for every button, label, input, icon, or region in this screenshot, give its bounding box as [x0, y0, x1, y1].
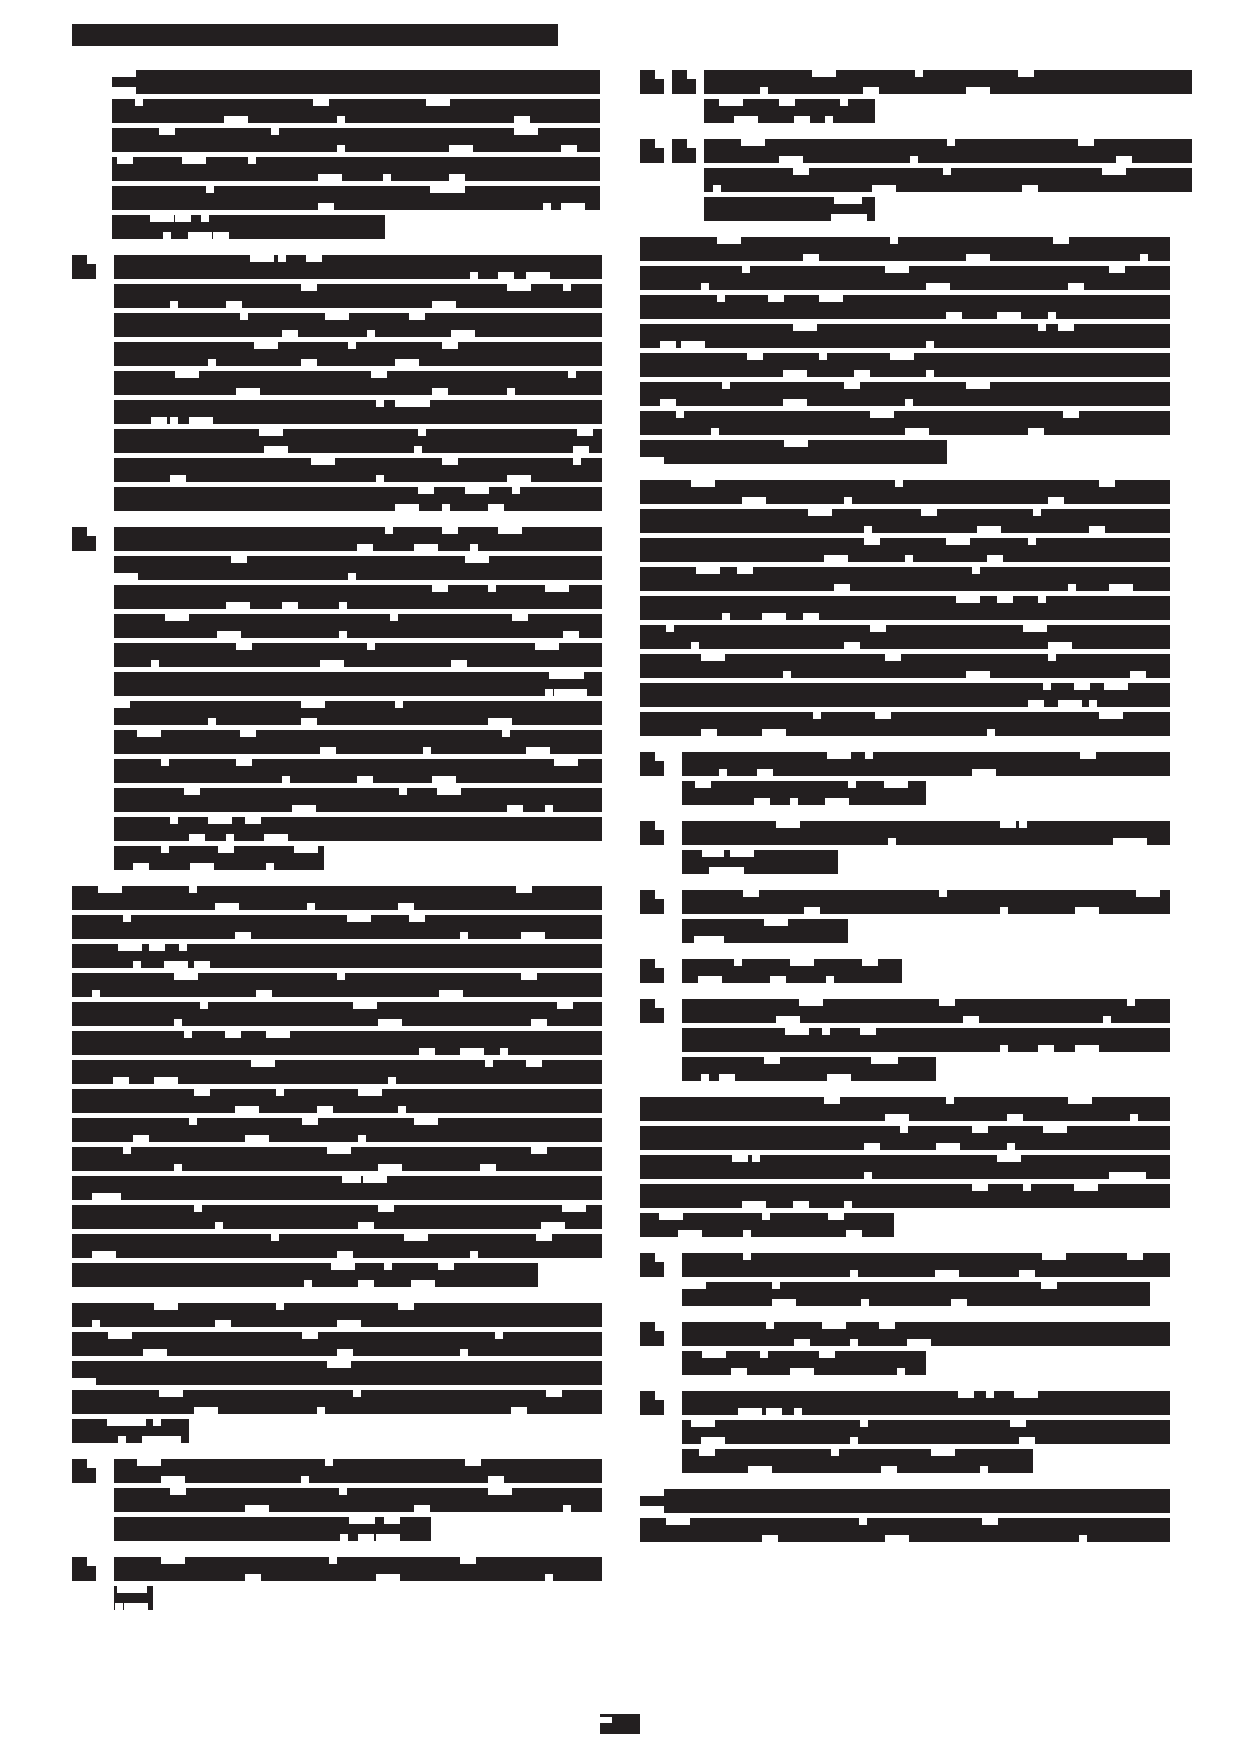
redacted-text-line: [114, 342, 602, 366]
page-number: [600, 1714, 640, 1734]
redacted-text-line: [72, 1147, 602, 1171]
list-item: [72, 1459, 602, 1541]
list-marker: [640, 999, 664, 1023]
list-item: [640, 999, 1170, 1081]
redacted-text-line: [682, 752, 1170, 776]
redacted-text-line: [114, 556, 602, 580]
redacted-text-line: [72, 1361, 602, 1385]
redacted-text-line: [72, 1118, 602, 1142]
list-item: [72, 255, 602, 511]
redacted-text-line: [640, 1155, 1170, 1179]
redacted-text-line: [114, 1488, 602, 1512]
list-marker: [640, 1253, 664, 1277]
redacted-text-line: [640, 1184, 1170, 1208]
redacted-text-line: [682, 1449, 1033, 1473]
list-item: [640, 1253, 1170, 1306]
paragraph: [72, 886, 602, 1287]
redacted-text-line: [640, 1126, 1170, 1150]
list-marker: [72, 1557, 96, 1581]
redacted-text-line: [114, 458, 602, 482]
list-marker: [72, 1459, 96, 1483]
redacted-text-line: [114, 643, 602, 667]
list-item: [640, 959, 1170, 983]
left-column: [72, 70, 602, 1626]
redacted-text-line: [72, 1002, 602, 1026]
redacted-text-line: [114, 1586, 153, 1610]
redacted-text-line: [682, 1391, 1170, 1415]
redacted-text-line: [72, 886, 602, 910]
redacted-text-line: [682, 850, 838, 874]
redacted-text-line: [114, 527, 602, 551]
redacted-text-line: [114, 817, 602, 841]
redacted-text-line: [114, 255, 602, 279]
redacted-text-line: [72, 1089, 602, 1113]
paragraph: [640, 480, 1170, 736]
list-continuation: [112, 70, 602, 239]
redacted-text-line: [72, 1303, 602, 1327]
redacted-text-line: [640, 712, 1170, 736]
redacted-text-line: [114, 1557, 602, 1581]
redacted-text-line: [640, 683, 1170, 707]
redacted-text-line: [640, 411, 1170, 435]
redacted-text-line: [114, 400, 602, 424]
redacted-text-line: [72, 1060, 602, 1084]
redacted-text-line: [114, 846, 324, 870]
redacted-text-line: [112, 70, 600, 94]
list-marker: [640, 70, 664, 94]
redacted-text-line: [682, 1351, 926, 1375]
redacted-text-line: [114, 788, 602, 812]
redacted-text-line: [640, 353, 1170, 377]
redacted-text-line: [640, 480, 1170, 504]
list-marker: [640, 1322, 664, 1346]
list-item: [640, 890, 1170, 943]
redacted-text-line: [640, 1213, 894, 1237]
list-marker: [640, 139, 664, 163]
redacted-text-line: [640, 1489, 1170, 1513]
redacted-text-line: [704, 99, 875, 123]
redacted-text-line: [682, 919, 848, 943]
redacted-text-line: [682, 821, 1170, 845]
redacted-text-line: [640, 382, 1170, 406]
list-item: [72, 527, 602, 870]
redacted-text-line: [640, 625, 1170, 649]
paragraph: [72, 1303, 602, 1443]
redacted-text-line: [72, 1390, 602, 1414]
list-sub-marker: [672, 139, 696, 163]
redacted-text-line: [640, 654, 1170, 678]
redacted-text-line: [682, 781, 926, 805]
redacted-text-line: [72, 1234, 602, 1258]
redacted-text-line: [114, 1459, 602, 1483]
redacted-text-line: [640, 1097, 1170, 1121]
running-header-bar: [72, 24, 558, 46]
redacted-text-line: [682, 999, 1170, 1023]
list-marker: [640, 752, 664, 776]
redacted-text-line: [72, 1205, 602, 1229]
list-item: [640, 752, 1170, 805]
redacted-text-line: [704, 197, 875, 221]
redacted-text-line: [640, 295, 1170, 319]
redacted-text-line: [640, 266, 1170, 290]
redacted-text-line: [72, 1263, 538, 1287]
redacted-text-line: [112, 128, 600, 152]
redacted-text-line: [72, 1031, 602, 1055]
redacted-text-line: [114, 730, 602, 754]
redacted-text-line: [114, 284, 602, 308]
list-item: [640, 70, 1170, 123]
redacted-text-line: [682, 959, 902, 983]
redacted-text-line: [704, 70, 1192, 94]
redacted-text-line: [72, 944, 602, 968]
redacted-text-line: [72, 973, 602, 997]
redacted-text-line: [114, 429, 602, 453]
list-item: [640, 1322, 1170, 1375]
list-marker: [640, 1391, 664, 1415]
list-sub-marker: [672, 70, 696, 94]
redacted-text-line: [114, 672, 602, 696]
running-header: [72, 24, 558, 46]
list-marker: [72, 255, 96, 279]
redacted-text-line: [682, 1028, 1170, 1052]
redacted-text-line: [682, 1057, 936, 1081]
list-marker: [72, 527, 96, 551]
redacted-text-line: [72, 1332, 602, 1356]
paragraph: [640, 1489, 1170, 1542]
redacted-text-line: [112, 186, 600, 210]
paragraph: [640, 237, 1170, 464]
redacted-text-line: [112, 99, 600, 123]
redacted-text-line: [682, 890, 1170, 914]
redacted-text-line: [114, 585, 602, 609]
redacted-text-line: [704, 168, 1192, 192]
redacted-text-line: [682, 1282, 1150, 1306]
redacted-text-line: [704, 139, 1192, 163]
redacted-text-line: [682, 1322, 1170, 1346]
redacted-text-line: [682, 1420, 1170, 1444]
list-marker: [640, 890, 664, 914]
redacted-text-line: [114, 371, 602, 395]
redacted-text-line: [112, 157, 600, 181]
redacted-text-line: [640, 1518, 1170, 1542]
redacted-text-line: [114, 701, 602, 725]
redacted-text-line: [112, 215, 385, 239]
list-item: [72, 1557, 602, 1610]
redacted-text-line: [114, 487, 602, 511]
redacted-text-line: [640, 538, 1170, 562]
redacted-text-line: [640, 596, 1170, 620]
redacted-text-line: [114, 759, 602, 783]
list-marker: [640, 821, 664, 845]
list-item: [640, 821, 1170, 874]
list-item: [640, 1391, 1170, 1473]
redacted-text-line: [640, 509, 1170, 533]
redacted-text-line: [114, 1517, 431, 1541]
redacted-text-line: [640, 324, 1170, 348]
redacted-text-line: [640, 440, 947, 464]
redacted-text-line: [114, 614, 602, 638]
list-item: [640, 139, 1170, 221]
redacted-text-line: [640, 567, 1170, 591]
redacted-text-line: [72, 1419, 189, 1443]
redacted-text-line: [72, 1176, 602, 1200]
right-column: [640, 70, 1170, 1558]
redacted-text-line: [114, 313, 602, 337]
redacted-text-line: [682, 1253, 1170, 1277]
paragraph: [640, 1097, 1170, 1237]
redacted-text-line: [72, 915, 602, 939]
redacted-text-line: [640, 237, 1170, 261]
list-marker: [640, 959, 664, 983]
